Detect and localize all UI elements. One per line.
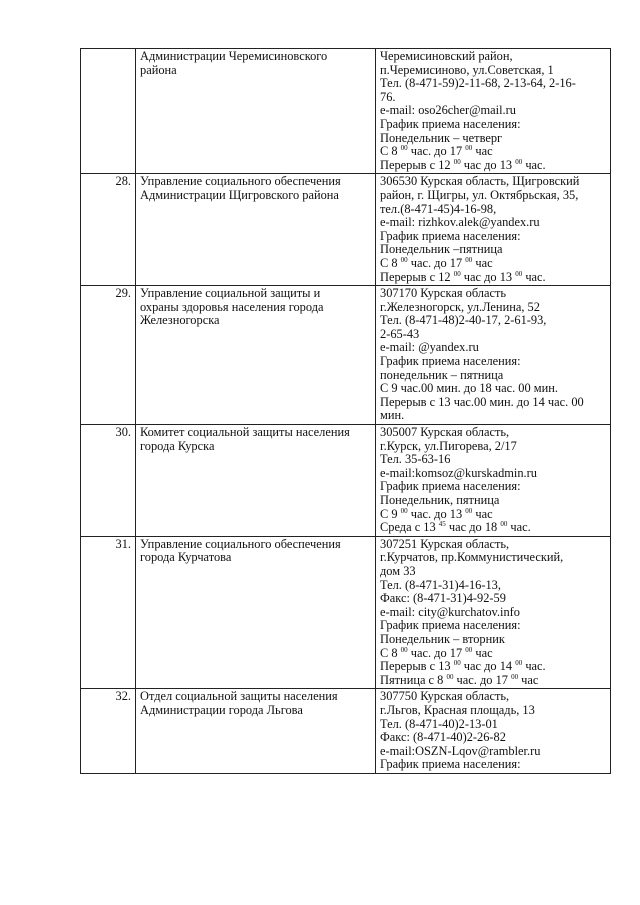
contact-info-line: e-mail:komsoz@kurskadmin.ru	[380, 465, 537, 480]
minutes-superscript: 00	[515, 157, 523, 166]
text-fragment: С 8	[380, 255, 401, 270]
contact-info-line	[380, 257, 606, 271]
contact-info-line: e-mail:OSZN-Lqov@rambler.ru	[380, 743, 541, 758]
organization-name-line: района	[140, 62, 177, 77]
contact-info-line	[380, 508, 606, 522]
contact-info-line: График приема населения:	[380, 618, 521, 633]
text-fragment: час до 14	[460, 659, 516, 674]
text-fragment: час до 18	[445, 520, 501, 535]
contact-info-line: тел.(8-471-45)4-16-98,	[380, 201, 497, 216]
contact-info-line: 307170 Курская область	[380, 286, 507, 301]
organization-name	[136, 536, 376, 689]
minutes-superscript: 00	[400, 255, 408, 264]
organization-name	[136, 286, 376, 425]
contact-info-line: район, г. Щигры, ул. Октябрьская, 35,	[380, 187, 579, 202]
contact-info-line: 305007 Курская область,	[380, 425, 510, 440]
text-fragment: С 9	[380, 506, 401, 521]
text-fragment: С 8	[380, 144, 401, 159]
contact-info-line: Понедельник – вторник	[380, 631, 505, 646]
text-fragment: час. до 17	[407, 255, 466, 270]
organization-name-line: Управление социальной защиты и	[140, 286, 321, 301]
contact-info-line: 2-65-43	[380, 326, 420, 341]
text-fragment: час до 13	[460, 157, 516, 172]
minutes-superscript: 45	[438, 520, 446, 529]
contact-info-line: 307251 Курская область,	[380, 536, 510, 551]
contact-info-line: г.Курск, ул.Пигорева, 2/17	[380, 438, 517, 453]
contact-info-line: Понедельник, пятница	[380, 493, 500, 507]
text-fragment: час.	[522, 157, 546, 172]
text-fragment: час. до 17	[407, 144, 466, 159]
text-fragment: час. до 17	[453, 672, 512, 687]
contact-info-line	[380, 674, 606, 688]
text-fragment: Пятница с 8	[380, 672, 447, 687]
contact-info-line: Понедельник – четверг	[380, 130, 503, 145]
contact-info-line: г.Курчатов, пр.Коммунистический,	[380, 550, 564, 565]
contact-info-line: п.Черемисиново, ул.Советская, 1	[380, 62, 554, 77]
table-row	[81, 286, 611, 425]
contact-info-line: г.Льгов, Красная площадь, 13	[380, 702, 535, 717]
text-fragment: час. до 13	[407, 506, 466, 521]
contact-info-line	[380, 159, 606, 173]
minutes-superscript: 00	[453, 659, 461, 668]
contact-info-line: 306530 Курская область, Щигровский	[380, 174, 580, 189]
row-number: 30.	[81, 425, 136, 537]
organization-name	[136, 689, 376, 774]
contact-info-line: e-mail: @yandex.ru	[380, 340, 479, 355]
contact-info	[376, 174, 611, 286]
contact-info-line: С 9 час.00 мин. до 18 час. 00 мин.	[380, 381, 558, 396]
organization-name-line: Отдел социальной защиты населения	[140, 689, 338, 704]
contacts-table	[80, 48, 611, 774]
contact-info-line: г.Железногорск, ул.Ленина, 52	[380, 299, 540, 314]
table-row	[81, 689, 611, 774]
contact-info-line: Понедельник –пятница	[380, 242, 503, 257]
contact-info-line: График приема населения:	[380, 479, 521, 494]
minutes-superscript: 00	[515, 269, 523, 278]
contact-info-line: Тел. (8-471-31)4-16-13,	[380, 577, 501, 592]
minutes-superscript: 00	[515, 659, 523, 668]
text-fragment: час	[472, 645, 493, 660]
organization-name-line: охраны здоровья населения города	[140, 299, 324, 314]
minutes-superscript: 00	[446, 672, 454, 681]
contact-info-line: e-mail: oso26cher@mail.ru	[380, 103, 516, 118]
contact-info-line: мин.	[380, 408, 405, 423]
text-fragment: час.	[507, 520, 531, 535]
organization-name-line: города Курска	[140, 438, 215, 453]
contact-info-line: Тел. (8-471-40)2-13-01	[380, 716, 498, 731]
contact-info-line	[380, 647, 606, 661]
contact-info-line	[380, 521, 606, 535]
contact-info-line: 307750 Курская область,	[380, 689, 510, 704]
text-fragment: час.	[522, 269, 546, 284]
contact-info-line: Факс: (8-471-31)4-92-59	[380, 591, 506, 606]
contact-info-line: Факс: (8-471-40)2-26-82	[380, 730, 506, 745]
text-fragment: час	[472, 255, 493, 270]
contact-info-line: Тел. (8-471-59)2-11-68, 2-13-64, 2-16-	[380, 76, 576, 91]
contact-info-line: Тел. (8-471-48)2-40-17, 2-61-93,	[380, 313, 547, 328]
contact-info	[376, 49, 611, 174]
text-fragment: С 8	[380, 645, 401, 660]
minutes-superscript: 00	[465, 255, 473, 264]
contact-info	[376, 689, 611, 774]
text-fragment: час до 13	[460, 269, 516, 284]
minutes-superscript: 00	[400, 645, 408, 654]
text-fragment: Среда с 13	[380, 520, 439, 535]
text-fragment: Перерыв с 12	[380, 157, 454, 172]
minutes-superscript: 00	[453, 269, 461, 278]
organization-name-line: Управление социального обеспечения	[140, 536, 341, 551]
contact-info	[376, 286, 611, 425]
organization-name	[136, 174, 376, 286]
contact-info	[376, 425, 611, 537]
table-row	[81, 425, 611, 537]
contact-info-line: понедельник – пятница	[380, 367, 504, 382]
contact-info-line: дом 33	[380, 563, 416, 578]
contact-info-line: График приема населения:	[380, 354, 521, 369]
contact-info-line: Черемисиновский район,	[380, 49, 513, 63]
contact-info-line: e-mail: city@kurchatov.info	[380, 604, 520, 619]
row-number	[81, 49, 136, 174]
contact-info	[376, 536, 611, 689]
row-number: 32.	[81, 689, 136, 774]
contact-info-line: e-mail: rizhkov.alek@yandex.ru	[380, 215, 540, 230]
table-row	[81, 536, 611, 689]
row-number: 29.	[81, 286, 136, 425]
text-fragment: час. до 17	[407, 645, 466, 660]
minutes-superscript: 00	[465, 144, 473, 153]
contact-info-line: График приема населения:	[380, 116, 521, 131]
contact-info-line	[380, 660, 606, 674]
contact-info-line: График приема населения:	[380, 757, 521, 772]
organization-name-line: Управление социального обеспечения	[140, 174, 341, 189]
organization-name-line: Железногорска	[140, 313, 220, 328]
organization-name	[136, 425, 376, 537]
minutes-superscript: 00	[465, 506, 473, 515]
minutes-superscript: 00	[511, 672, 519, 681]
contacts-table-body	[81, 49, 611, 774]
minutes-superscript: 00	[465, 645, 473, 654]
contact-info-line: 76.	[380, 89, 396, 104]
row-number: 28.	[81, 174, 136, 286]
contact-info-line: График приема населения:	[380, 228, 521, 243]
contact-info-line: Тел. 35-63-16	[380, 452, 451, 467]
text-fragment: Перерыв с 12	[380, 269, 454, 284]
table-row	[81, 49, 611, 174]
table-row	[81, 174, 611, 286]
organization-name-line: Администрации Черемисиновского	[140, 49, 328, 63]
minutes-superscript: 00	[400, 506, 408, 515]
minutes-superscript: 00	[400, 144, 408, 153]
contact-info-line	[380, 271, 606, 285]
organization-name-line: Комитет социальной защиты населения	[140, 425, 350, 440]
text-fragment: час	[518, 672, 539, 687]
text-fragment: час.	[522, 659, 546, 674]
row-number: 31.	[81, 536, 136, 689]
minutes-superscript: 00	[453, 157, 461, 166]
organization-name-line: Администрации города Льгова	[140, 702, 303, 717]
organization-name	[136, 49, 376, 174]
text-fragment: Перерыв с 13	[380, 659, 454, 674]
contact-info-line	[380, 145, 606, 159]
text-fragment: час	[472, 506, 493, 521]
minutes-superscript: 00	[500, 520, 508, 529]
text-fragment: час	[472, 144, 493, 159]
contact-info-line: Перерыв с 13 час.00 мин. до 14 час. 00	[380, 394, 584, 409]
organization-name-line: Администрации Щигровского района	[140, 187, 339, 202]
organization-name-line: города Курчатова	[140, 550, 232, 565]
